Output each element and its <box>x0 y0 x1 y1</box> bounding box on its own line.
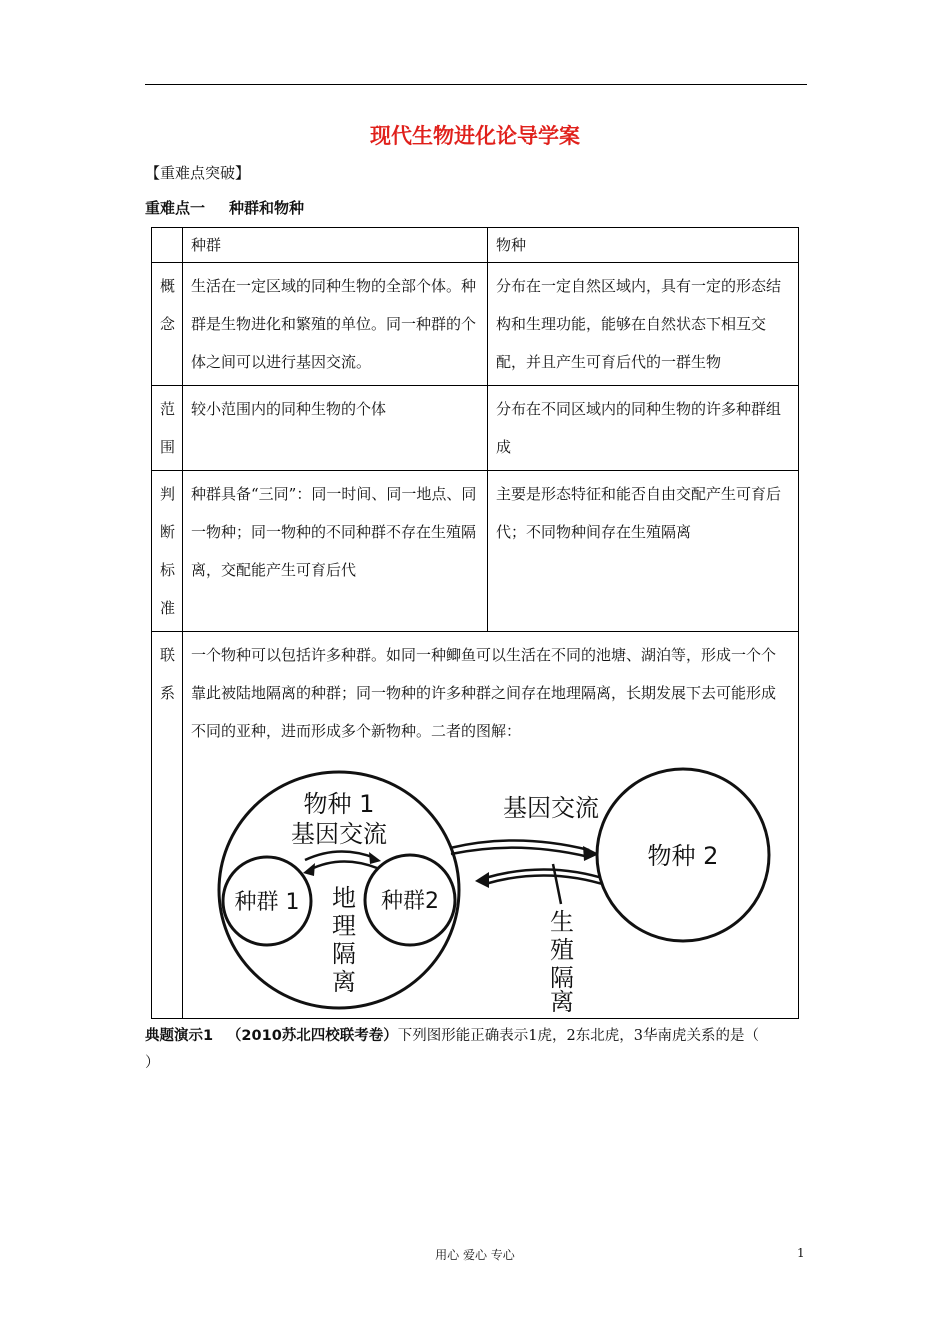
table-cell: 分布在一定自然区域内，具有一定的形态结构和生理功能，能够在自然状态下相互交配，并且产生可育后代的一群生物 <box>488 263 799 386</box>
header-cell-population: 种群 <box>183 228 488 263</box>
outer-arrow-left-2 <box>485 875 609 886</box>
table-header-row <box>152 228 799 263</box>
section-heading: 【重难点突破】 <box>145 164 251 182</box>
header-cell-species: 物种 <box>488 228 799 263</box>
outer-arrowhead-left <box>475 872 489 888</box>
repro-isolation-char: 生 <box>550 908 574 936</box>
repro-isolation-char: 隔 <box>550 964 574 992</box>
table-cell: 主要是形态特征和能否自由交配产生可育后代；不同物种间存在生殖隔离 <box>488 471 799 632</box>
subsection-topic: 种群和物种 <box>229 199 305 217</box>
header-rule <box>145 84 807 85</box>
header-cell-empty <box>152 228 183 263</box>
outer-gene-flow-label: 基因交流 <box>503 794 599 822</box>
relation-text: 一个物种可以包括许多种群。如同一种鲫鱼可以生活在不同的池塘、湖泊等，形成一个个靠此被陆地隔离的种群；同一物种的许多种群之间存在地理隔离，长期发展下去可能形成不同的亚种，进而形成多个新物种。二者的图解： <box>191 646 777 740</box>
population2-label: 种群2 <box>381 889 439 914</box>
table-cell: 分布在不同区域内的同种生物的许多种群组成 <box>488 386 799 471</box>
table-cell: 较小范围内的同种生物的个体 <box>183 386 488 471</box>
subsection-label: 重难点一 <box>145 199 206 217</box>
geo-isolation-char: 地 <box>332 884 356 912</box>
table-cell: 生活在一定区域的同种生物的全部个体。种群是生物进化和繁殖的单位。同一种群的个体之间可以进行基因交流。 <box>183 263 488 386</box>
geo-isolation-char: 离 <box>332 968 356 996</box>
geo-isolation-char: 理 <box>332 912 356 940</box>
row-label: 范 围 <box>152 386 183 471</box>
page-title: 现代生物进化论导学案 <box>370 124 580 148</box>
relation-diagram <box>217 762 797 1012</box>
table-row-relation <box>152 632 799 1019</box>
example-question <box>145 1023 810 1077</box>
repro-isolation-char: 离 <box>550 988 574 1012</box>
table-row-scope <box>152 386 799 471</box>
row-label: 概 念 <box>152 263 183 386</box>
geo-isolation-char: 隔 <box>332 940 356 968</box>
example-source: （2010苏北四校联考卷） <box>226 1028 398 1044</box>
row-label: 联 系 <box>152 632 183 1019</box>
population1-label: 种群 1 <box>234 890 300 915</box>
species2-label: 物种 2 <box>647 842 719 870</box>
example-close: ） <box>145 1055 160 1071</box>
table-row-criteria <box>152 471 799 632</box>
footer-text: 用心 爱心 专心 <box>435 1248 515 1262</box>
row-label: 判 断 标 准 <box>152 471 183 632</box>
inner-gene-flow-label: 基因交流 <box>291 820 387 848</box>
example-text: 下列图形能正确表示1虎，2东北虎，3华南虎关系的是（ <box>397 1028 759 1044</box>
relation-cell <box>183 632 799 1019</box>
example-label: 典题演示1 <box>145 1028 214 1044</box>
table-cell: 种群具备“三同”：同一时间、同一地点、同一物种；同一物种的不同种群不存在生殖隔离，交配能产生可育后代 <box>183 471 488 632</box>
comparison-table <box>151 227 799 1019</box>
page-number: 1 <box>797 1246 805 1260</box>
table-row-concept <box>152 263 799 386</box>
subsection-heading <box>145 197 304 218</box>
species1-label: 物种 1 <box>303 790 375 818</box>
repro-isolation-char: 殖 <box>550 936 574 964</box>
outer-arrow-right-2 <box>451 848 589 857</box>
